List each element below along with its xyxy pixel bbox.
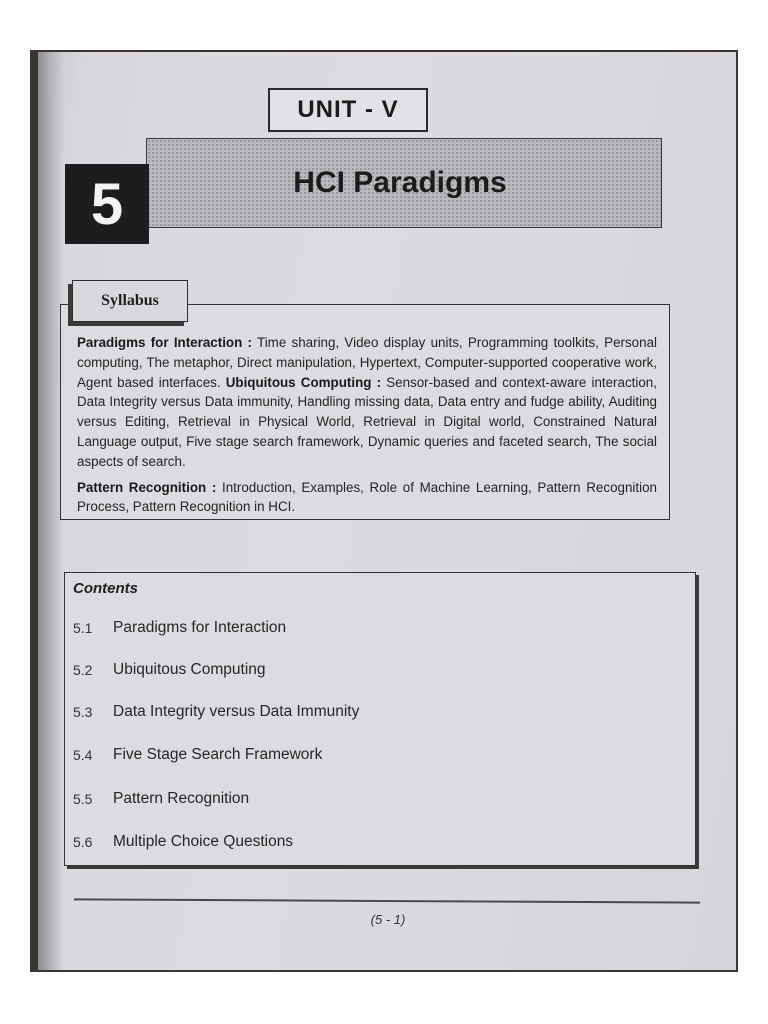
- contents-item[interactable]: [73, 744, 322, 766]
- contents-item-label: Data Integrity versus Data Immunity: [113, 703, 360, 720]
- contents-item[interactable]: [73, 659, 266, 681]
- chapter-number: 5: [65, 164, 149, 244]
- syllabus-heading-paradigms: Paradigms for Interaction :: [77, 335, 252, 350]
- contents-box: [64, 572, 696, 866]
- syllabus-paragraph-1: [77, 333, 657, 472]
- syllabus-heading-ubiquitous: Ubiquitous Computing :: [225, 374, 382, 390]
- contents-title: Contents: [73, 580, 138, 597]
- syllabus-text-ubiquitous: Sensor-based and context-aware interaction, Data Integrity versus Data immunity, Handling missing data, Data entry and fudge ability, Auditing versus Editing, Retrieval in Physical World, Retrieval in Digital world, Constrained Natural Language output, Five stage search framework, Dynamic queries and faceted search, The social aspects of search.: [77, 374, 657, 469]
- contents-item-number: 5.6: [73, 834, 93, 850]
- contents-item-number: 5.1: [73, 620, 93, 636]
- book-page: [38, 52, 736, 970]
- footer-divider: [74, 898, 700, 903]
- contents-item[interactable]: [73, 831, 293, 853]
- contents-item-label: Pattern Recognition: [113, 790, 250, 807]
- contents-item[interactable]: [73, 617, 286, 639]
- syllabus-heading-pattern: Pattern Recognition :: [77, 479, 217, 495]
- contents-item-number: 5.3: [73, 704, 93, 720]
- contents-item-label: Ubiquitous Computing: [113, 661, 266, 678]
- contents-item-label: Multiple Choice Questions: [113, 833, 294, 850]
- contents-item[interactable]: [73, 788, 249, 810]
- contents-item[interactable]: [73, 701, 359, 723]
- syllabus-box: [60, 304, 670, 520]
- chapter-title: HCI Paradigms: [293, 166, 507, 199]
- page-number: (5 - 1): [370, 912, 406, 927]
- syllabus-tab: Syllabus: [72, 280, 188, 322]
- syllabus-text-pattern: Introduction, Examples, Role of Machine Learning, Pattern Recognition Process, Pattern Recognition in HCI.: [77, 479, 657, 515]
- unit-label: UNIT - V: [268, 88, 428, 132]
- syllabus-paragraph-2: [77, 478, 657, 518]
- contents-item-number: 5.5: [73, 791, 93, 807]
- contents-item-label: Five Stage Search Framework: [113, 746, 323, 763]
- contents-item-number: 5.4: [73, 747, 93, 763]
- syllabus-text-paradigms: Time sharing, Video display units, Programming toolkits, Personal computing, The metaphor, Direct manipulation, Hypertext, Computer-supported cooperative work, Agent based interfaces.: [77, 335, 657, 390]
- chapter-banner: [146, 138, 662, 228]
- contents-item-number: 5.2: [73, 662, 93, 678]
- contents-item-label: Paradigms for Interaction: [113, 619, 287, 636]
